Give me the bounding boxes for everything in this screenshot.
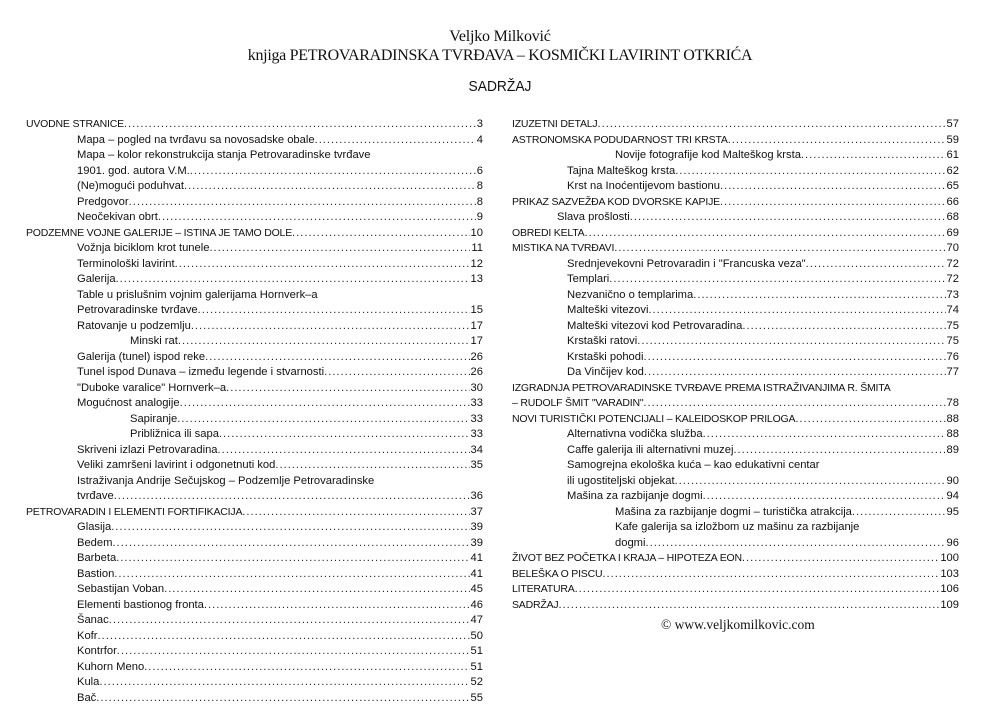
toc-entry [26, 598, 483, 614]
toc-entry [512, 474, 959, 490]
dot-leader [99, 675, 469, 691]
toc-entry [26, 334, 483, 350]
toc-entry-page: 17 [470, 335, 483, 347]
toc-entry [512, 148, 959, 164]
toc-entry-label: Srednjevekovni Petrovaradin i "Francuska veza" [567, 257, 806, 270]
toc-entry [512, 303, 959, 319]
toc-entry-page: 8 [476, 195, 483, 208]
toc-entry-page: 75 [946, 335, 959, 347]
toc-entry [26, 179, 483, 195]
toc-entry-label: Da Vinčijev kod [567, 366, 644, 378]
toc-entry [26, 226, 483, 242]
dot-leader [184, 179, 476, 195]
toc-entry [26, 567, 483, 583]
toc-entry [26, 288, 483, 304]
toc-entry [512, 334, 959, 350]
dot-leader [720, 195, 946, 211]
toc-entry-label: IZUZETNI DETALJ [512, 118, 598, 130]
dot-leader [209, 241, 470, 257]
toc-entry-label: Petrovaradinske tvrđave [77, 304, 198, 316]
toc-entry [26, 241, 483, 257]
dot-leader [609, 272, 945, 288]
toc-entry-page: 39 [470, 521, 483, 533]
toc-entry-label: tvrđave [77, 490, 114, 502]
dot-leader [109, 613, 470, 629]
toc-entry [26, 396, 483, 412]
toc-entry-page: 109 [940, 598, 959, 611]
toc-entry-label: Mapa – kolor rekonstrukcija stanja Petrovaradinske tvrđave [77, 149, 371, 161]
toc-entry-page: 50 [470, 629, 483, 642]
toc-entry-label: Bač [77, 691, 97, 704]
toc-entry-page: 10 [470, 226, 483, 239]
toc-entry-page: 72 [946, 257, 959, 270]
toc-entry [512, 396, 959, 412]
dot-leader [558, 598, 939, 614]
toc-entry-page: 39 [470, 536, 483, 549]
toc-entry-label: ASTRONOMSKA PODUDARNOST TRI KRSTA [512, 133, 728, 146]
toc-entry-label: Ratovanje u podzemlju [77, 319, 191, 332]
toc-entry-page: 13 [470, 273, 483, 285]
toc-entry [512, 381, 959, 397]
toc-entry-label: Sapiranje [130, 412, 178, 425]
dot-leader [693, 288, 945, 304]
toc-entry-label: Kafe galerija sa izložbom uz mašinu za razbijanje [615, 521, 860, 533]
dot-leader [630, 210, 946, 226]
toc-entry-page: 74 [946, 304, 959, 316]
toc-entry-page: 9 [476, 211, 483, 223]
dot-leader [675, 474, 946, 490]
toc-entry [512, 179, 959, 195]
toc-entry-label: "Duboke varalice" Hornverk–a [77, 381, 227, 394]
toc-entry-label: Mogućnost analogije [77, 397, 180, 409]
toc-entry [26, 536, 483, 552]
toc-entry-label: Kontrfor [77, 645, 117, 657]
dot-leader [648, 303, 945, 319]
toc-entry-label: Tunel ispod Dunava – između legende i stvarnosti [77, 366, 325, 378]
toc-entry-page: 33 [470, 397, 483, 409]
dot-leader [114, 489, 470, 505]
toc-entry [26, 365, 483, 381]
toc-entry-label: Sebastijan Voban [77, 583, 165, 595]
toc-entry-label: OBREDI KELTA [512, 226, 585, 239]
toc-entry-page: 46 [470, 598, 483, 611]
toc-entry [512, 458, 959, 474]
dot-leader [795, 412, 945, 428]
toc-entry-page: 52 [470, 676, 483, 688]
dot-leader [315, 133, 476, 149]
dot-leader [177, 412, 469, 428]
toc-entry-page: 65 [946, 180, 959, 192]
toc-entry-page: 8 [476, 180, 483, 192]
dot-leader [637, 334, 945, 350]
dot-leader [584, 226, 945, 242]
toc-entry [512, 520, 959, 536]
toc-entry [512, 210, 959, 226]
dot-leader [218, 443, 470, 459]
toc-entry-label: PETROVARADIN I ELEMENTI FORTIFIKACIJA [26, 505, 243, 518]
toc-entry-page: 57 [946, 118, 959, 130]
toc-entry [512, 241, 959, 257]
toc-entry [26, 319, 483, 335]
toc-entry-page: 41 [470, 567, 483, 580]
toc-entry [26, 505, 483, 521]
toc-entry-page: 17 [470, 319, 483, 332]
toc-entry [26, 675, 483, 691]
dot-leader [602, 567, 939, 583]
toc-entry-label: Krstaški pohodi [567, 350, 644, 363]
dot-leader [144, 660, 469, 676]
toc-entry-label: Templari [567, 273, 610, 285]
toc-entry-label: Mapa – pogled na tvrđavu sa novosadske obale [77, 133, 315, 146]
dot-leader [175, 257, 470, 273]
toc-entry-label: Malteški vitezovi kod Petrovaradina [567, 319, 743, 332]
toc-entry [26, 520, 483, 536]
toc-entry-page: 55 [470, 691, 483, 704]
toc-entry [512, 272, 959, 288]
dot-leader [204, 598, 470, 614]
toc-entry-label: Table u prislušnim vojnim galerijama Hornverk–a [77, 288, 318, 301]
toc-entry [512, 226, 959, 242]
toc-entry [512, 164, 959, 180]
dot-leader [219, 427, 470, 443]
toc-entry-page: 78 [946, 397, 959, 409]
dot-leader [98, 629, 470, 645]
dot-leader [720, 179, 946, 195]
toc-entry-label: Krst na Inoćentijevom bastionu [567, 180, 720, 192]
toc-entry-label: Tajna Malteškog krsta [567, 164, 676, 177]
toc-entry-label: Barbeta [77, 552, 117, 564]
toc-entry [26, 257, 483, 273]
toc-entry-label: Veliki zamršeni lavirint i odgonetnuti kod [77, 459, 276, 471]
toc-entry-page: 51 [470, 645, 483, 657]
toc-entry [512, 443, 959, 459]
dot-leader [597, 117, 945, 133]
toc-entry-page: 59 [946, 133, 959, 146]
toc-entry-label: Predgovor [77, 195, 129, 208]
toc-entry-label: SADRŽAJ [512, 598, 559, 611]
toc-entry [26, 458, 483, 474]
dot-leader [114, 567, 469, 583]
toc-entry [26, 381, 483, 397]
toc-entry [512, 365, 959, 381]
toc-entry [26, 303, 483, 319]
toc-entry-label: Bedem [77, 536, 113, 549]
dot-leader [190, 164, 476, 180]
toc-entry-page: 35 [470, 459, 483, 471]
toc-entry-page: 90 [946, 474, 959, 487]
toc-entry-label: MISTIKA NA TVRĐAVI [512, 242, 615, 254]
toc-entry [512, 582, 959, 598]
dot-leader [292, 226, 470, 242]
toc-entry [512, 427, 959, 443]
toc-entry [26, 660, 483, 676]
toc-entry [26, 272, 483, 288]
dot-leader [275, 458, 469, 474]
toc-entry-page: 6 [476, 164, 483, 177]
dot-leader [226, 381, 469, 397]
toc-entry-page: 95 [946, 505, 959, 518]
toc-entry-page: 3 [476, 118, 483, 130]
toc-entry [512, 412, 959, 428]
copyright-link[interactable]: © www.veljkomilkovic.com [661, 617, 815, 632]
toc-entry-page: 34 [470, 443, 483, 456]
toc-entry-label: Malteški vitezovi [567, 304, 649, 316]
toc-entry [26, 117, 483, 133]
toc-entry-page: 45 [470, 583, 483, 595]
toc-entry-label: Glasija [77, 521, 112, 533]
toc-entry [26, 644, 483, 660]
toc-entry-label: Galerija [77, 273, 116, 285]
dot-leader [242, 505, 469, 521]
dot-leader [728, 133, 946, 149]
dot-leader [852, 505, 946, 521]
toc-entry-label: Krstaški ratovi [567, 335, 638, 347]
toc-entry-label: 1901. god. autora V.M. [77, 164, 190, 177]
toc-entry-label: Nezvanično o templarima [567, 288, 694, 301]
toc-entry-label: Istraživanja Andrije Sečujskog – Podzemlje Petrovaradinske [77, 474, 375, 487]
toc-entry-page: 51 [470, 660, 483, 673]
toc-entry [26, 350, 483, 366]
dot-leader [703, 427, 946, 443]
toc-entry [26, 443, 483, 459]
toc-entry [26, 629, 483, 645]
toc-entry-page: 33 [470, 412, 483, 425]
toc-entry-page: 70 [946, 242, 959, 254]
book-title: knjiga PETROVARADINSKA TVRĐAVA – KOSMIČKI LAVIRINT OTKRIĆA [247, 47, 753, 64]
toc-entry-page: 62 [946, 164, 959, 177]
toc-entry-label: Šanac [77, 614, 109, 626]
toc-entry-page: 76 [946, 350, 959, 363]
toc-entry [512, 117, 959, 133]
toc-entry-page: 88 [946, 412, 959, 425]
toc-entry-label: ili ugostiteljski objekat [567, 474, 675, 487]
toc-entry [512, 489, 959, 505]
toc-entry-page: 68 [946, 211, 959, 223]
toc-entry-page: 11 [471, 242, 483, 254]
toc-entry [512, 505, 959, 521]
toc-entry [512, 319, 959, 335]
toc-entry [512, 551, 959, 567]
toc-entry-label: Kula [77, 676, 100, 688]
toc-entry-page: 26 [470, 366, 483, 378]
toc-entry-label: UVODNE STRANICE [26, 118, 124, 130]
toc-entry [26, 489, 483, 505]
toc-entry-page: 88 [946, 428, 959, 440]
toc-entry-page: 75 [946, 319, 959, 332]
toc-entry-label: LITERATURA [512, 583, 575, 595]
toc-entry [26, 582, 483, 598]
toc-entry [512, 536, 959, 552]
toc-entry-page: 73 [946, 288, 959, 301]
toc-entry-label: PRIKAZ SAZVEŽĐA KOD DVORSKE KAPIJE [512, 195, 720, 208]
dot-leader [129, 195, 476, 211]
toc-entry [512, 350, 959, 366]
dot-leader [117, 644, 470, 660]
toc-entry-page: 94 [946, 490, 959, 502]
toc-entry-page: 37 [470, 505, 483, 518]
toc-entry-label: Vožnja biciklom krot tunele [77, 242, 210, 254]
toc-entry-page: 77 [946, 366, 959, 378]
toc-entry-page: 100 [940, 552, 959, 564]
dot-leader [111, 520, 469, 536]
toc-entry-label: Samogrejna ekološka kuća – kao edukativni centar [567, 459, 820, 471]
toc-entry-label: Alternativna vodička služba [567, 428, 703, 440]
author-name: Veljko Milković [449, 28, 551, 45]
toc-entry-page: 26 [470, 350, 483, 363]
toc-entry-label: dogmi [615, 536, 646, 549]
toc-entry-label: Kuhorn Meno [77, 660, 145, 673]
dot-leader [96, 691, 469, 707]
dot-leader [116, 272, 470, 288]
dot-leader [124, 117, 476, 133]
toc-entry-page: 89 [946, 443, 959, 456]
dot-leader [643, 396, 945, 412]
dot-leader [806, 257, 946, 273]
toc-entry [512, 257, 959, 273]
toc-entry-label: Mašina za razbijanje dogmi – turistička atrakcija [615, 505, 852, 518]
dot-leader [198, 303, 470, 319]
toc-entry-page: 66 [946, 195, 959, 208]
dot-leader [742, 319, 945, 335]
toc-entry-label: Približnica ili sapa [130, 428, 219, 440]
toc-entry-page: 47 [470, 614, 483, 626]
dot-leader [116, 551, 469, 567]
dot-leader [675, 164, 945, 180]
toc-entry-label: Galerija (tunel) ispod reke [77, 350, 206, 363]
toc-entry-page: 106 [940, 583, 959, 595]
toc-entry [512, 288, 959, 304]
toc-entry-label: Caffe galerija ili alternativni muzej [567, 443, 734, 456]
dot-leader [112, 536, 469, 552]
toc-entry [26, 164, 483, 180]
toc-entry-label: IZGRADNJA PETROVARADINSKE TVRĐAVE PREMA ISTRAŽIVANJIMA R. ŠMITA [512, 381, 891, 394]
dot-leader [733, 443, 945, 459]
toc-entry [26, 148, 483, 164]
toc-entry-label: (Ne)mogući poduhvat [77, 180, 184, 192]
dot-leader [191, 319, 470, 335]
toc-heading: SADRŽAJ [468, 78, 532, 95]
dot-leader [644, 350, 946, 366]
toc-entry [26, 474, 483, 490]
toc-entry-label: Neočekivan obrt [77, 211, 158, 223]
toc-entry [26, 613, 483, 629]
dot-leader [614, 241, 945, 257]
toc-entry-label: PODZEMNE VOJNE GALERIJE – ISTINA JE TAMO DOLE [26, 226, 293, 239]
toc-entry [26, 551, 483, 567]
toc-entry-label: Slava prošlosti [557, 211, 630, 223]
toc-entry-label: Mašina za razbijanje dogmi [567, 490, 703, 502]
toc-entry-label: ŽIVOT BEZ POČETKA I KRAJA – HIPOTEZA EON [512, 552, 742, 564]
dot-leader [575, 582, 940, 598]
toc-entry-page: 61 [946, 149, 959, 161]
toc-left-column [26, 117, 483, 706]
toc-entry [26, 133, 483, 149]
toc-entry [512, 598, 959, 614]
toc-entry-label: Bastion [77, 567, 115, 580]
dot-leader [801, 148, 946, 164]
toc-entry-page: 15 [470, 304, 483, 316]
toc-entry-label: Minski rat [130, 335, 178, 347]
toc-entry-page: 96 [946, 536, 959, 549]
dot-leader [180, 396, 470, 412]
toc-entry [512, 195, 959, 211]
toc-entry-label: – RUDOLF ŠMIT "VARADIN" [512, 397, 644, 409]
toc-entry-page: 12 [470, 257, 483, 270]
toc-entry-label: Kofr [77, 629, 98, 642]
toc-entry [26, 691, 483, 707]
dot-leader [164, 582, 469, 598]
toc-entry-page: 41 [470, 552, 483, 564]
toc-entry-page: 30 [470, 381, 483, 394]
toc-entry-page: 69 [946, 226, 959, 239]
toc-entry-page: 4 [476, 133, 483, 146]
toc-entry [26, 427, 483, 443]
toc-right-column [512, 117, 959, 613]
toc-entry-label: Elementi bastionog fronta [77, 598, 204, 611]
toc-entry [26, 412, 483, 428]
toc-entry-label: Novije fotografije kod Malteškog krsta [615, 149, 801, 161]
toc-entry [512, 567, 959, 583]
toc-entry-label: NOVI TURISTIČKI POTENCIJALI – KALEIDOSKOP PRILOGA [512, 412, 796, 425]
toc-entry-page: 103 [940, 567, 959, 580]
dot-leader [178, 334, 470, 350]
toc-entry-label: BELEŠKA O PISCU [512, 567, 603, 580]
dot-leader [158, 210, 476, 226]
dot-leader [742, 551, 939, 567]
dot-leader [703, 489, 946, 505]
dot-leader [645, 536, 945, 552]
toc-entry [26, 195, 483, 211]
toc-entry-page: 33 [470, 428, 483, 440]
dot-leader [644, 365, 946, 381]
toc-entry-page: 36 [470, 490, 483, 502]
dot-leader [324, 365, 469, 381]
toc-entry-page: 72 [946, 273, 959, 285]
dot-leader [205, 350, 469, 366]
toc-entry [512, 133, 959, 149]
toc-entry-label: Terminološki lavirint [77, 257, 175, 270]
toc-entry-label: Skriveni izlazi Petrovaradina [77, 443, 218, 456]
toc-entry [26, 210, 483, 226]
